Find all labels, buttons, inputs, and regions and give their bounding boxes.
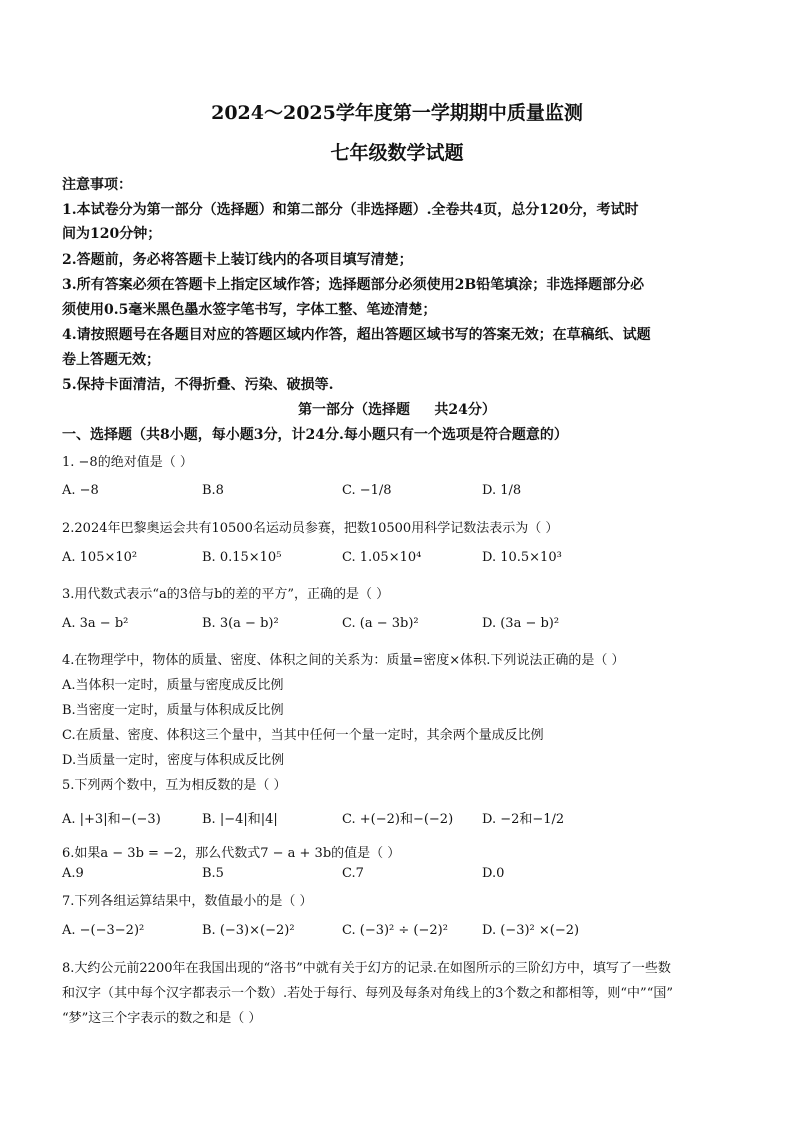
notes-line: 卷上答题无效；: [62, 352, 160, 368]
option-d: D. (3a − b)²: [482, 616, 560, 631]
option-d: D. 1/8: [482, 483, 522, 498]
notes-line: 2.答题前，务必将答题卡上装订线内的各项目填写清楚；: [62, 252, 413, 268]
notes-line: 4.请按照题号在各题目对应的答题区域内作答，超出答题区域书写的答案无效；在草稿纸、试题: [62, 327, 651, 343]
question-stem: 2.2024年巴黎奥运会共有10500名运动员参赛，把数10500用科学记数法表示为（ ）: [62, 521, 559, 536]
notes-line: 5.保持卡面清洁，不得折叠、污染、破损等.: [62, 377, 334, 393]
option-d: D. −2和−1/2: [482, 812, 565, 827]
question-stem-cont: 和汉字（其中每个汉字都表示一个数）.若处于每行、每列及每条对角线上的3个数之和都相等，则“中”“国”: [62, 986, 673, 1001]
notes-line: 须使用0.5毫米黑色墨水签字笔书写，字体工整、笔迹清楚；: [62, 302, 437, 318]
option-a: A.当体积一定时，质量与密度成反比例: [62, 678, 284, 693]
option-a: A. −(−3−2)²: [62, 923, 145, 938]
option-c: C. −1/8: [342, 483, 392, 498]
question-stem: 8.大约公元前2200年在我国出现的“洛书”中就有关于幻方的记录.在如图所示的三阶幻方中，填写了一些数: [62, 961, 671, 976]
page-title: 2024～2025学年度第一学期期中质量监测: [211, 102, 583, 124]
question-stem: 6.如果a − 3b = −2，那么代数式7 − a + 3b的值是（ ）: [62, 846, 401, 861]
page-subtitle: 七年级数学试题: [330, 142, 464, 164]
option-d: D. (−3)² ×(−2): [482, 923, 580, 938]
question-stem: 1. −8的绝对值是（ ）: [62, 455, 193, 470]
question-stem: 4.在物理学中，物体的质量、密度、体积之间的关系为：质量=密度×体积.下列说法正确的是（ ）: [62, 653, 625, 668]
option-c: C. 1.05×10⁴: [342, 550, 422, 565]
option-c: C. +(−2)和−(−2): [342, 812, 454, 827]
notes-heading: 注意事项：: [62, 177, 132, 193]
option-a: A. 3a − b²: [62, 616, 129, 631]
question-stem-cont: “梦”这三个字表示的数之和是（ ）: [62, 1011, 262, 1026]
question-stem: 5.下列两个数中，互为相反数的是（ ）: [62, 778, 287, 793]
option-b: B.5: [202, 866, 224, 881]
option-d: D.0: [482, 866, 505, 881]
option-a: A. −8: [62, 483, 99, 498]
option-b: B. 3(a − b)²: [202, 616, 279, 631]
option-d: D.当质量一定时，密度与体积成反比例: [62, 753, 285, 768]
question-stem: 3.用代数式表示“a的3倍与b的差的平方”，正确的是（ ）: [62, 587, 390, 602]
option-b: B. (−3)×(−2)²: [202, 923, 295, 938]
option-a: A. |+3|和−(−3): [62, 812, 161, 827]
section-heading: 一、选择题（共8小题，每小题3分，计24分.每小题只有一个选项是符合题意的）: [62, 427, 568, 443]
option-b: B. |−4|和|4|: [202, 812, 278, 827]
part-title: 第一部分（选择题 共24分）: [298, 402, 496, 418]
option-c: C. (−3)² ÷ (−2)²: [342, 923, 448, 938]
option-a: A. 105×10²: [62, 550, 138, 565]
notes-line: 间为120分钟；: [62, 226, 162, 242]
notes-line: 1.本试卷分为第一部分（选择题）和第二部分（非选择题）.全卷共4页，总分120分，考试时: [62, 202, 639, 218]
question-stem: 7.下列各组运算结果中，数值最小的是（ ）: [62, 894, 313, 909]
option-c: C.在质量、密度、体积这三个量中，当其中任何一个量一定时，其余两个量成反比例: [62, 728, 544, 743]
option-b: B.8: [202, 483, 224, 498]
option-b: B.当密度一定时，质量与体积成反比例: [62, 703, 284, 718]
option-b: B. 0.15×10⁵: [202, 550, 282, 565]
option-d: D. 10.5×10³: [482, 550, 562, 565]
option-c: C. (a − 3b)²: [342, 616, 419, 631]
notes-line: 3.所有答案必须在答题卡上指定区域作答；选择题部分必须使用2B铅笔填涂；非选择题部分必: [62, 277, 645, 293]
option-a: A.9: [62, 866, 84, 881]
option-c: C.7: [342, 866, 364, 881]
